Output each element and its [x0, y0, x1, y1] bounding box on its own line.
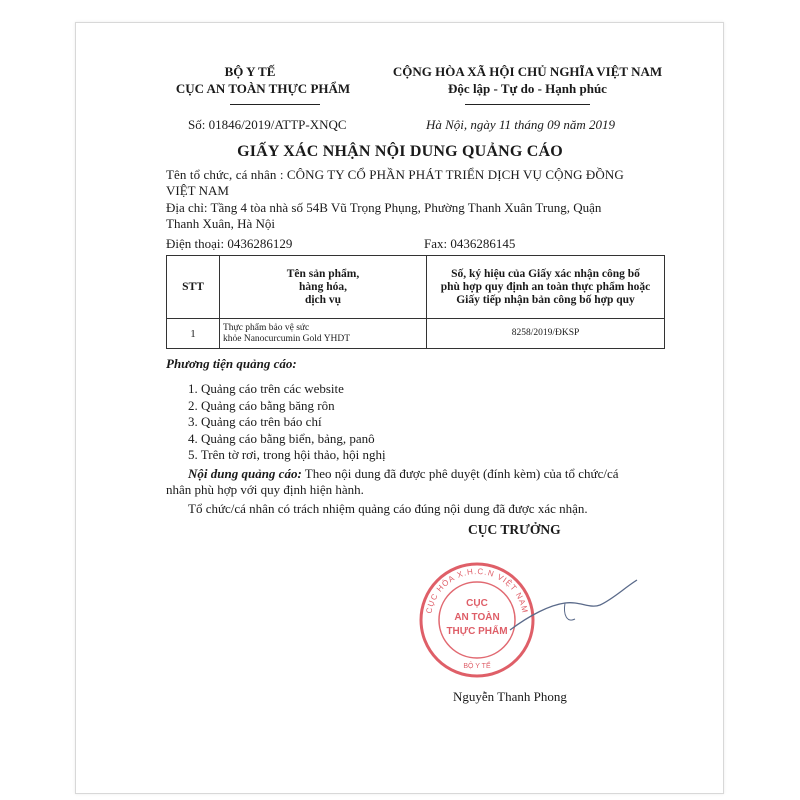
department-name: CỤC AN TOÀN THỰC PHẨM: [175, 81, 351, 96]
column-header-certificate: [427, 256, 665, 319]
cell-certificate: 8258/2019/ĐKSP: [427, 319, 665, 349]
document-date: Hà Nội, ngày 11 tháng 09 năm 2019: [426, 117, 615, 132]
media-heading: Phương tiện quảng cáo:: [166, 356, 297, 371]
media-list: [188, 381, 386, 464]
header-left-rule: [230, 104, 320, 105]
responsibility-statement: Tổ chức/cá nhân có trách nhiệm quảng cáo đúng nội dung đã được xác nhận.: [188, 501, 588, 516]
content-line-2: nhân phù hợp với quy định hiện hành.: [166, 482, 364, 497]
column-header-certificate-line: Số, ký hiệu của Giấy xác nhận công bố: [451, 267, 640, 280]
cell-stt: 1: [167, 319, 220, 349]
address-line-2: Thanh Xuân, Hà Nội: [166, 216, 276, 231]
list-item: 4. Quảng cáo bằng biển, bảng, panô: [188, 430, 375, 446]
signer-name: Nguyễn Thanh Phong: [453, 689, 567, 704]
table-header-row: [167, 256, 665, 319]
address-line: Địa chỉ: Tầng 4 tòa nhà số 54B Vũ Trọng Phụng, Phường Thanh Xuân Trung, Quận: [166, 200, 602, 215]
content-text: Theo nội dung đã được phê duyệt (đính kèm) của tổ chức/cá: [301, 466, 619, 481]
cell-product: [220, 319, 427, 349]
organization-line: Tên tổ chức, cá nhân : CÔNG TY CỔ PHẦN PHÁT TRIỂN DỊCH VỤ CỘNG ĐỒNG: [166, 167, 624, 182]
svg-text:THỰC PHẨM: THỰC PHẨM: [446, 626, 508, 637]
list-item: 5. Trên tờ rơi, trong hội thảo, hội nghị: [188, 447, 386, 462]
header-right-rule: [465, 104, 590, 105]
list-item: 1. Quảng cáo trên các website: [188, 381, 344, 396]
column-header-certificate-line: Giấy tiếp nhận bản công bố hợp quy: [456, 293, 635, 306]
cell-product-line: Thực phẩm bảo vệ sức: [223, 322, 310, 333]
svg-text:CỤC HÓA X.H.C.N VIỆT NAM: CỤC HÓA X.H.C.N VIỆT NAM: [424, 566, 530, 615]
fax-number: Fax: 0436286145: [424, 236, 516, 251]
document-page: [75, 22, 724, 794]
column-header-certificate-line: phù hợp quy định an toàn thực phẩm hoặc: [440, 280, 651, 293]
content-line: [188, 466, 619, 482]
svg-text:BỘ Y TẾ: BỘ Y TẾ: [463, 663, 491, 670]
national-motto: Độc lập - Tự do - Hạnh phúc: [448, 81, 607, 96]
product-table: [166, 255, 665, 349]
cell-product-line: khỏe Nanocurcumin Gold YHDT: [223, 333, 351, 344]
column-header-stt: STT: [167, 256, 220, 319]
ministry-name: BỘ Y TẾ: [224, 64, 276, 79]
content-label: Nội dung quảng cáo:: [188, 466, 302, 481]
svg-text:AN TOÀN: AN TOÀN: [454, 612, 500, 623]
table-row: [167, 319, 665, 349]
signer-title: CỤC TRƯỞNG: [468, 522, 561, 537]
column-header-product-line: dịch vụ: [304, 293, 342, 306]
document-title: GIẤY XÁC NHẬN NỘI DUNG QUẢNG CÁO: [237, 143, 563, 160]
phone-number: Điện thoại: 0436286129: [166, 236, 293, 251]
column-header-product-line: hàng hóa,: [299, 280, 347, 293]
column-header-product: [220, 256, 427, 319]
list-item: 3. Quảng cáo trên báo chí: [188, 414, 322, 429]
list-item: 2. Quảng cáo bằng băng rôn: [188, 397, 335, 413]
signature: [505, 575, 645, 645]
organization-line-2: VIỆT NAM: [166, 183, 229, 198]
svg-text:CỤC: CỤC: [466, 598, 488, 609]
column-header-product-line: Tên sản phẩm,: [286, 267, 360, 280]
document-number: Số: 01846/2019/ATTP-XNQC: [188, 117, 347, 132]
country-name: CỘNG HÒA XÃ HỘI CHỦ NGHĨA VIỆT NAM: [392, 64, 663, 79]
